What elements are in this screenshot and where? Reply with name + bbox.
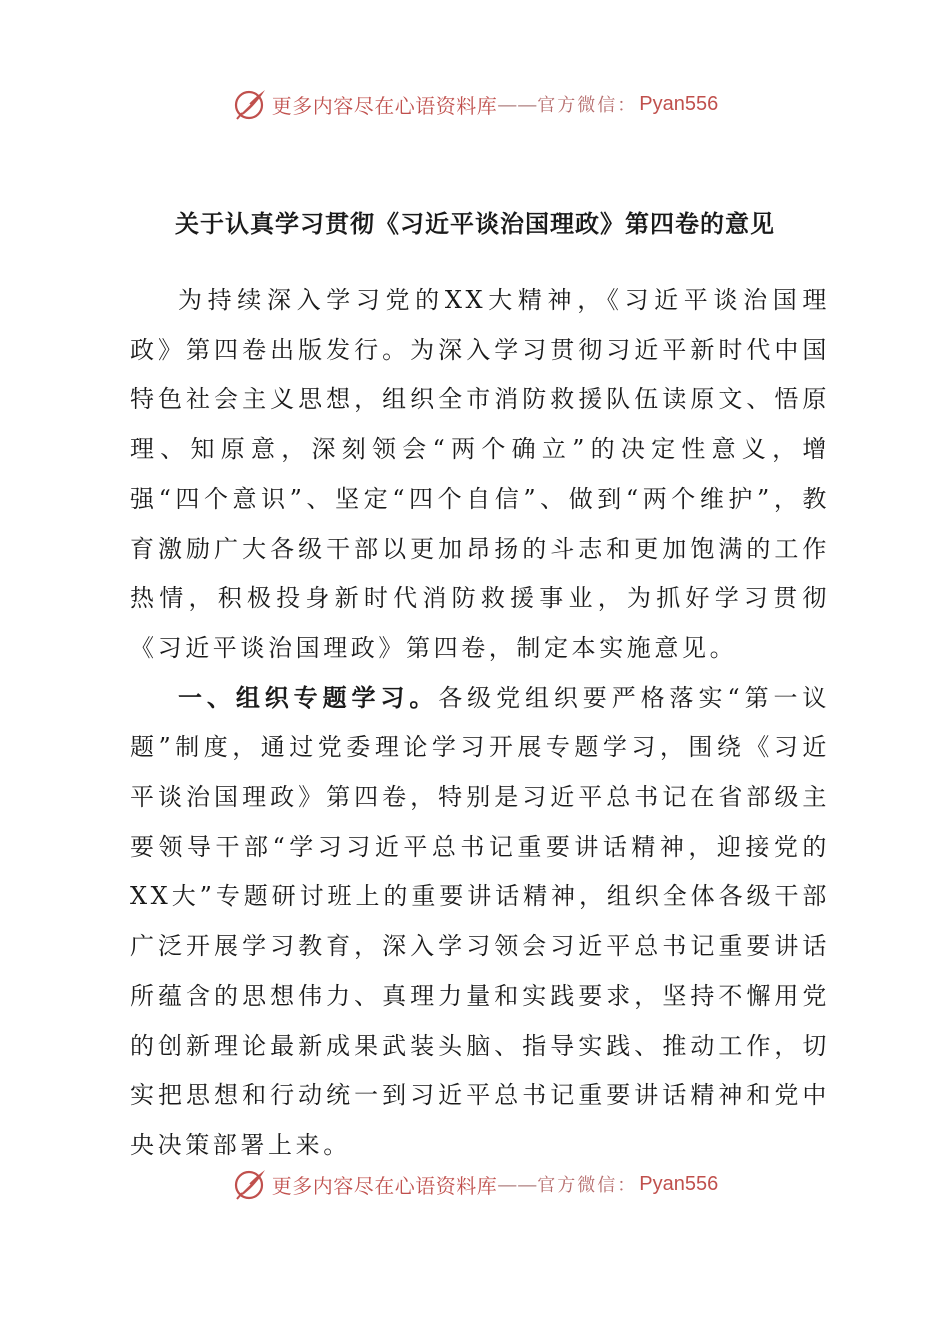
watermark-wechat-label: 官方微信： <box>537 1175 638 1196</box>
watermark-footer <box>0 1164 950 1204</box>
quill-logo-icon <box>232 86 268 122</box>
watermark-wechat-id: Pyan556 <box>639 92 719 115</box>
watermark-header <box>0 84 950 124</box>
watermark-wechat-label: 官方微信： <box>537 95 638 116</box>
document-title: 关于认真学习贯彻《习近平谈治国理政》第四卷的意见 <box>175 209 775 238</box>
watermark-dash: —— <box>497 1172 538 1196</box>
section-heading: 一、组织专题学习。 <box>178 683 439 712</box>
paragraph-section-1 <box>130 674 830 1171</box>
watermark-text: 更多内容尽在心语资料库 <box>271 1173 498 1198</box>
watermark-wechat-id: Pyan556 <box>639 1172 719 1195</box>
quill-logo-icon <box>232 1166 268 1202</box>
paragraph-intro: 为持续深入学习党的XX大精神，《习近平谈治国理政》第四卷出版发行。为深入学习贯彻习近平新时代中国特色社会主义思想，组织全市消防救援队伍读原文、悟原理、知原意，深刻领会“两个确立”的决定性意义，增强“四个意识”、坚定“四个自信”、做到“两个维护”，教育激励广大各级干部以更加昂扬的斗志和更加饱满的工作热情，积极投身新时代消防救援事业，为抓好学习贯彻《习近平谈治国理政》第四卷，制定本实施意见。 <box>130 286 830 662</box>
document-body <box>130 276 830 1171</box>
section-body: 各级党组织要严格落实“第一议题”制度，通过党委理论学习开展专题学习，围绕《习近平谈治国理政》第四卷，特别是习近平总书记在省部级主要领导干部“学习习近平总书记重要讲话精神，迎接党的XX大”专题研讨班上的重要讲话精神，组织全体各级干部广泛开展学习教育，深入学习领会习近平总书记重要讲话所蕴含的思想伟力、真理力量和实践要求，坚持不懈用党的创新理论最新成果武装头脑、指导实践、推动工作，切实把思想和行动统一到习近平总书记重要讲话精神和党中央决策部署上来。 <box>130 683 830 1159</box>
watermark-dash: —— <box>497 92 538 116</box>
watermark-text: 更多内容尽在心语资料库 <box>271 93 498 118</box>
